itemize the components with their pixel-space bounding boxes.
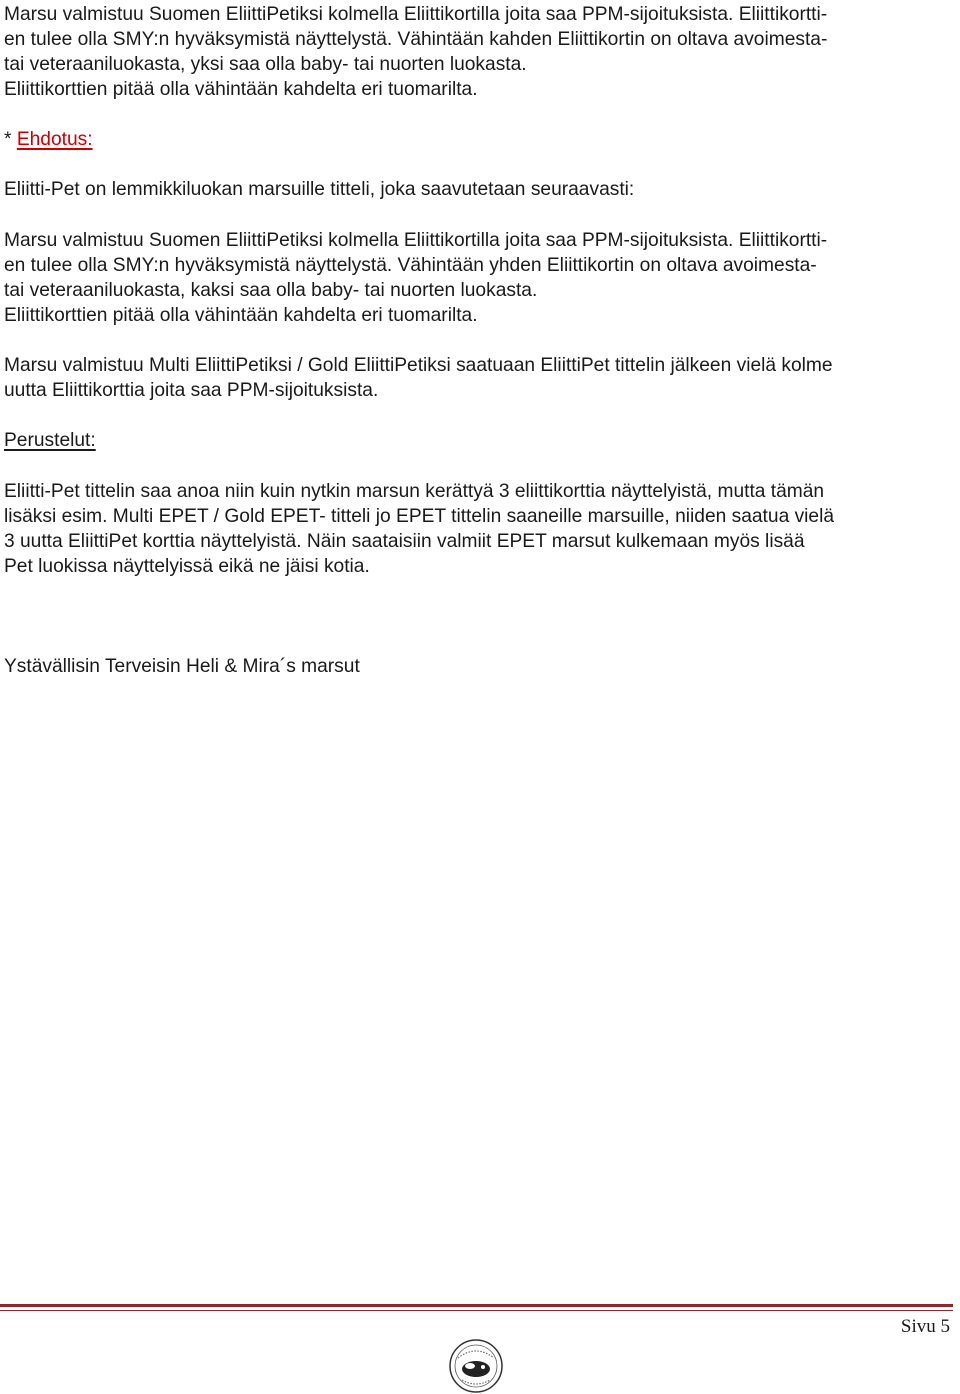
top-paragraph-line-1: Marsu valmistuu Suomen EliittiPetiksi kolmella Eliittikortilla joita saa PPM-sijoituksista. Eliittikortti- xyxy=(4,4,828,25)
club-logo-icon xyxy=(448,1338,504,1394)
top-paragraph-line-4: Eliittikorttien pitää olla vähintään kahdelta eri tuomarilta. xyxy=(4,79,478,100)
footer-rule-thick xyxy=(0,1304,953,1307)
proposal-asterisk: * xyxy=(4,129,17,150)
reasons-line-1: Eliitti-Pet tittelin saa anoa niin kuin nytkin marsun kerättyä 3 eliittikorttia näyttelyistä, mutta tämän xyxy=(4,481,825,502)
proposal-paragraph-line-4: Eliittikorttien pitää olla vähintään kahdelta eri tuomarilta. xyxy=(4,305,478,326)
proposal-paragraph-line-3: tai veteraaniluokasta, kaksi saa olla baby- tai nuorten luokasta. xyxy=(4,280,538,301)
reasons-heading: Perustelut: xyxy=(4,430,96,451)
proposal-paragraph-line-2: en tulee olla SMY:n hyväksymistä näyttelystä. Vähintään yhden Eliittikortin on oltava avoimesta- xyxy=(4,255,817,276)
proposal-heading: Ehdotus: xyxy=(16,129,93,150)
page-number: Sivu 5 xyxy=(900,1316,950,1337)
footer-rule-thin xyxy=(0,1310,953,1311)
top-paragraph-line-3: tai veteraaniluokasta, yksi saa olla baby- tai nuorten luokasta. xyxy=(4,54,527,75)
intro-text: Eliitti-Pet on lemmikkiluokan marsuille titteli, joka saavutetaan seuraavasti: xyxy=(4,179,635,200)
proposal-paragraph-line-1: Marsu valmistuu Suomen EliittiPetiksi kolmella Eliittikortilla joita saa PPM-sijoituksista. Eliittikortti- xyxy=(4,230,828,251)
reasons-heading-row xyxy=(4,428,96,453)
proposal-heading-row xyxy=(4,127,93,152)
closing-signature: Ystävällisin Terveisin Heli & Mira´s marsut xyxy=(4,656,360,677)
reasons-line-2: lisäksi esim. Multi EPET / Gold EPET- titteli jo EPET tittelin saaneille marsuille, niiden saatua vielä xyxy=(4,506,835,527)
reasons-line-4: Pet luokissa näyttelyissä eikä ne jäisi kotia. xyxy=(4,556,370,577)
multi-paragraph-line-1: Marsu valmistuu Multi EliittiPetiksi / Gold EliittiPetiksi saatuaan EliittiPet tittelin jälkeen vielä kolme xyxy=(4,355,833,376)
top-paragraph-line-2: en tulee olla SMY:n hyväksymistä näyttelystä. Vähintään kahden Eliittikortin on oltava avoimesta- xyxy=(4,29,828,50)
multi-paragraph-line-2: uutta Eliittikorttia joita saa PPM-sijoituksista. xyxy=(4,380,379,401)
reasons-line-3: 3 uutta EliittiPet korttia näyttelyistä. Näin saataisiin valmiit EPET marsut kulkemaan myös lisää xyxy=(4,531,805,552)
